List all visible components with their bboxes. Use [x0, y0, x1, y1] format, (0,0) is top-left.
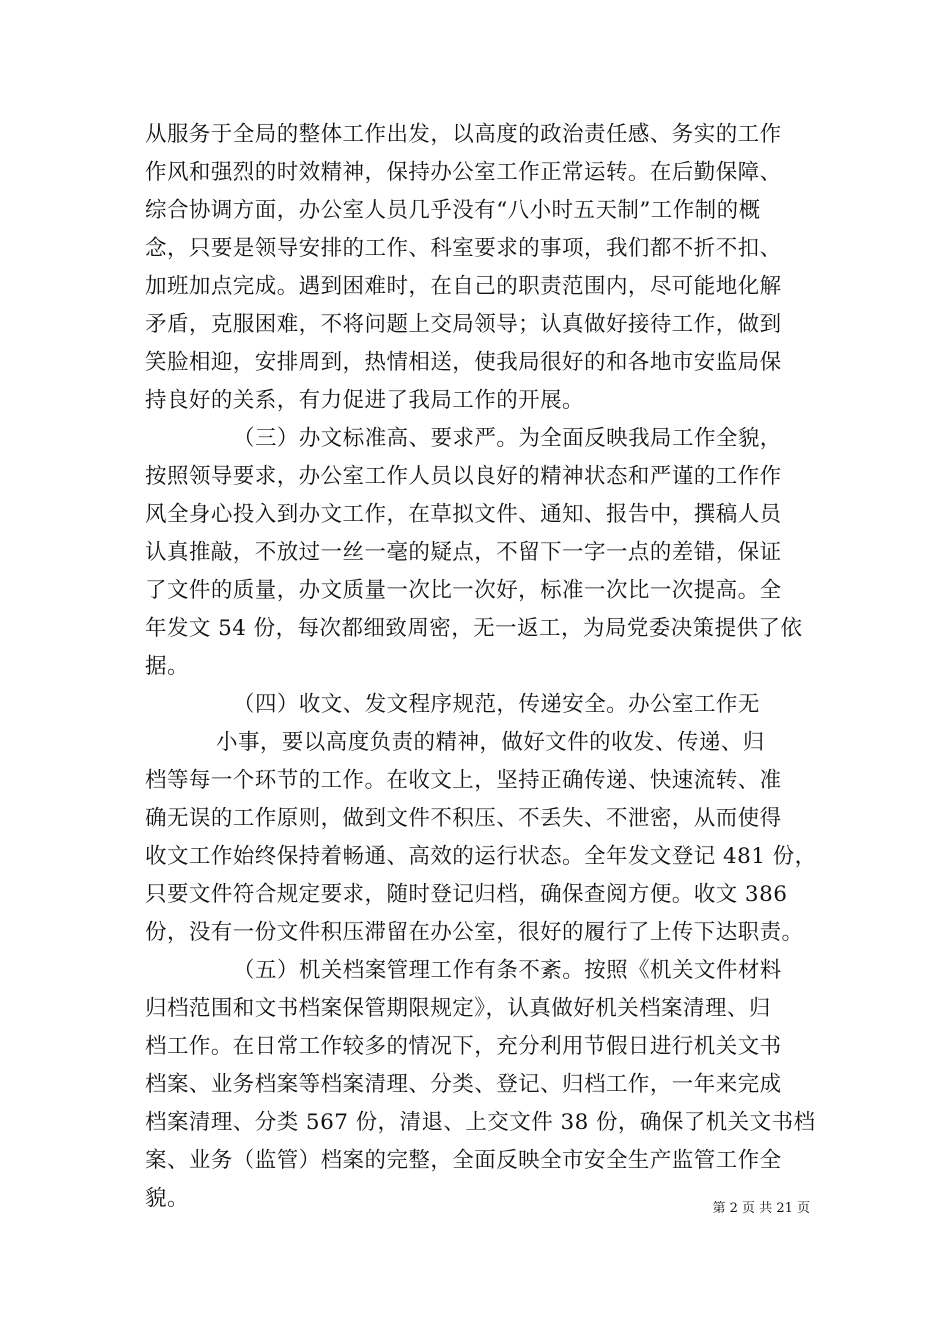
body-line: 确无误的工作原则，做到文件不积压、不丢失、不泄密，从而使得: [145, 806, 782, 831]
body-line: 小事，要以高度负责的精神，做好文件的收发、传递、归: [216, 730, 765, 755]
body-line: 了文件的质量，办文质量一次比一次好，标准一次比一次提高。全: [145, 578, 782, 603]
body-line: 据。: [145, 654, 189, 679]
body-line: 档工作。在日常工作较多的情况下，充分利用节假日进行机关文书: [145, 1034, 782, 1059]
body-line: 档案、业务档案等档案清理、分类、登记、归档工作，一年来完成: [145, 1072, 782, 1097]
body-line: 份，没有一份文件积压滞留在办公室，很好的履行了上传下达职责。: [145, 920, 804, 945]
section-heading-3: （三）办文标准高、要求严。为全面反映我局工作全貌，: [233, 426, 782, 451]
section-heading-5: （五）机关档案管理工作有条不紊。按照《机关文件材料: [233, 958, 782, 983]
body-line: 从服务于全局的整体工作出发，以高度的政治责任感、务实的工作: [145, 122, 782, 147]
body-line: 风全身心投入到办文工作，在草拟文件、通知、报告中，撰稿人员: [145, 502, 782, 527]
body-line: 综合协调方面，办公室人员几乎没有“八小时五天制”工作制的概: [145, 198, 761, 223]
body-line: 归档范围和文书档案保管期限规定》，认真做好机关档案清理、归: [145, 996, 771, 1021]
page-number-footer: 第 2 页 共 21 页: [712, 1201, 810, 1216]
body-line: 貌。: [145, 1186, 189, 1211]
body-line: 只要文件符合规定要求，随时登记归档，确保查阅方便。收文 386: [145, 882, 788, 907]
body-line: 档案清理、分类 567 份，清退、上交文件 38 份，确保了机关文书档: [145, 1110, 816, 1135]
body-line: 持良好的关系，有力促进了我局工作的开展。: [145, 388, 585, 413]
body-line: 认真推敲，不放过一丝一毫的疑点，不留下一字一点的差错，保证: [145, 540, 782, 565]
body-line: 作风和强烈的时效精神，保持办公室工作正常运转。在后勤保障、: [145, 160, 782, 185]
body-line: 念，只要是领导安排的工作、科室要求的事项，我们都不折不扣、: [145, 236, 782, 261]
body-line: 年发文 54 份，每次都细致周密，无一返工，为局党委决策提供了依: [145, 616, 803, 641]
body-line: 档等每一个环节的工作。在收文上，坚持正确传递、快速流转、准: [145, 768, 782, 793]
body-line: 按照领导要求，办公室工作人员以良好的精神状态和严谨的工作作: [145, 464, 782, 489]
body-line: 矛盾，克服困难，不将问题上交局领导；认真做好接待工作，做到: [145, 312, 782, 337]
section-heading-4: （四）收文、发文程序规范，传递安全。办公室工作无: [233, 692, 760, 717]
body-line: 收文工作始终保持着畅通、高效的运行状态。全年发文登记 481 份，: [145, 844, 817, 869]
body-line: 加班加点完成。遇到困难时，在自己的职责范围内，尽可能地化解: [145, 274, 782, 299]
body-line: 笑脸相迎，安排周到，热情相送，使我局很好的和各地市安监局保: [145, 350, 782, 375]
body-line: 案、业务（监管）档案的完整，全面反映全市安全生产监管工作全: [145, 1148, 782, 1173]
